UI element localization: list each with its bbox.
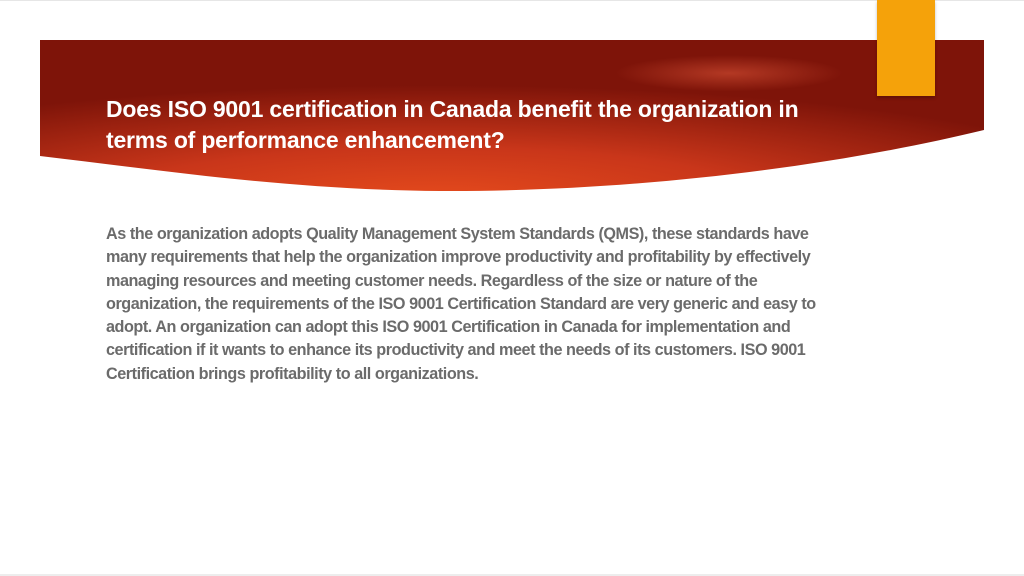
slide-body-text: As the organization adopts Quality Management System Standards (QMS), these standards have many requirements that help the organization improve productivity and profitability by effectively managing resources and meeting customer needs. Regardless of the size or nature of the organization, the requirements of the ISO 9001 Certification Standard are very generic and easy to adopt. An organization can adopt this ISO 9001 Certification in Canada for implementation and certification if it wants to enhance its productivity and meet the needs of its customers. ISO 9001 Certification brings profitability to all organizations. [106, 225, 816, 383]
accent-tab [877, 0, 935, 96]
top-divider [0, 0, 1024, 1]
slide-title: Does ISO 9001 certification in Canada benefit the organization in terms of performance enhancement? [106, 96, 799, 153]
